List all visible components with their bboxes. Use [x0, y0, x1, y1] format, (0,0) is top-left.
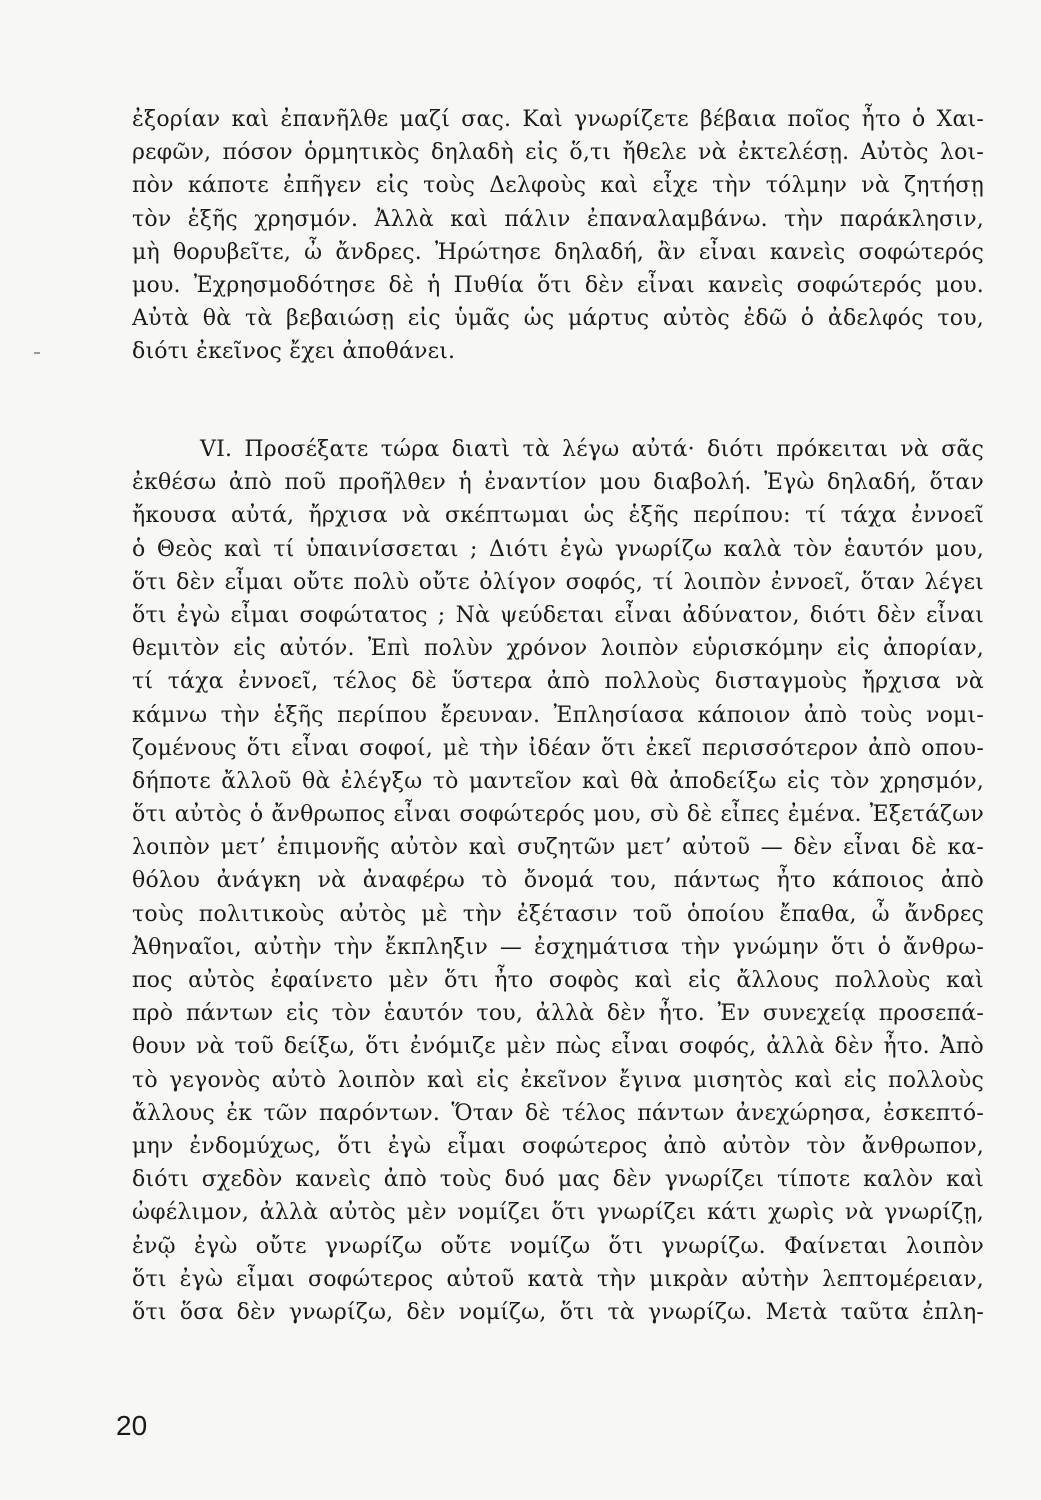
text-line: ὅτι ἐγὼ εἶμαι σοφώτατος ; Νὰ ψεύδεται εἶναι ἀδύνατον, διότι δὲν εἶναι [132, 602, 984, 628]
text-line: θουν νὰ τοῦ δείξω, ὅτι ἐνόμιζε μὲν πὼς εἶναι σοφός, ἀλλὰ δὲν ἦτο. Ἀπὸ [132, 1034, 984, 1060]
text-line: διότι σχεδὸν κανεὶς ἀπὸ τοὺς δυό μας δὲν γνωρίζει τίποτε καλὸν καὶ [132, 1167, 984, 1193]
text-line: ζομένους ὅτι εἶναι σοφοί, μὲ τὴν ἰδέαν ὅτι ἐκεῖ περισσότερον ἀπὸ οπου- [132, 735, 984, 761]
text-line: μου. Ἐχρησμοδότησε δὲ ἡ Πυθία ὅτι δὲν εἶναι κανεὶς σοφώτερός μου. [132, 272, 984, 298]
text-line: ἄλλους ἐκ τῶν παρόντων. Ὅταν δὲ τέλος πάντων ἀνεχώρησα, ἐσκεπτό- [132, 1100, 984, 1126]
text-line: κάμνω τὴν ἑξῆς περίπου ἔρευναν. Ἐπλησίασα κάποιον ἀπὸ τοὺς νομι- [132, 702, 984, 728]
text-line: ὅτι ὅσα δὲν γνωρίζω, δὲν νομίζω, ὅτι τὰ γνωρίζω. Μετὰ ταῦτα ἐπλη- [132, 1299, 984, 1325]
text-line: ἐκθέσω ἀπὸ ποῦ προῆλθεν ἡ ἐναντίον μου διαβολή. Ἐγὼ δηλαδή, ὅταν [132, 470, 984, 496]
text-line: ἐξορίαν καὶ ἐπανῆλθε μαζί σας. Καὶ γνωρίζετε βέβαια ποῖος ἦτο ὁ Χαι- [132, 107, 984, 132]
text-line: θεμιτὸν εἰς αὐτόν. Ἐπὶ πολὺν χρόνον λοιπὸν εὑρισκόμην εἰς ἀπορίαν, [132, 636, 984, 662]
text-line: ὁ Θεὸς καὶ τί ὑπαινίσσεται ; Διότι ἐγὼ γνωρίζω καλὰ τὸν ἑαυτόν μου, [132, 536, 984, 562]
page-number: 20 [116, 1410, 148, 1441]
section-heading-line: VI. Προσέξατε τώρα διατὶ τὰ λέγω αὐτά· διότι πρόκειται νὰ σᾶς [200, 437, 984, 462]
text-line: τοὺς πολιτικοὺς αὐτὸς μὲ τὴν ἐξέτασιν τοῦ ὁποίου ἔπαθα, ὦ ἄνδρες [132, 901, 984, 927]
text-line: ὅτι ἐγὼ εἶμαι σοφώτερος αὐτοῦ κατὰ τὴν μικρὰν αὐτὴν λεπτομέρειαν, [132, 1266, 984, 1292]
text-line: ἤκουσα αὐτά, ἤρχισα νὰ σκέπτωμαι ὡς ἑξῆς περίπου: τί τάχα ἐννοεῖ [132, 503, 984, 529]
text-line: θόλου ἀνάγκη νὰ ἀναφέρω τὸ ὄνομά του, πάντως ἦτο κάποιος ἀπὸ [132, 868, 984, 894]
text-line: ἐνῷ ἐγὼ οὔτε γνωρίζω οὔτε νομίζω ὅτι γνωρίζω. Φαίνεται λοιπὸν [132, 1233, 984, 1259]
text-line: λοιπὸν μετ’ ἐπιμονῆς αὐτὸν καὶ συζητῶν μετ’ αὐτοῦ — δὲν εἶναι δὲ κα- [132, 835, 984, 861]
text-line: τὸ γεγονὸς αὐτὸ λοιπὸν καὶ εἰς ἐκεῖνον ἔγινα μισητὸς καὶ εἰς πολλοὺς [132, 1067, 984, 1093]
text-line: μὴ θορυβεῖτε, ὦ ἄνδρες. Ἠρώτησε δηλαδή, ἂν εἶναι κανεὶς σοφώτερός [132, 239, 984, 265]
text-line: τί τάχα ἐννοεῖ, τέλος δὲ ὕστερα ἀπὸ πολλοὺς δισταγμοὺς ἤρχισα νὰ [132, 669, 984, 695]
text-line: πος αὐτὸς ἐφαίνετο μὲν ὅτι ἦτο σοφὸς καὶ εἰς ἄλλους πολλοὺς καὶ [132, 968, 984, 993]
text-line: ρεφῶν, πόσον ὁρμητικὸς δηλαδὴ εἰς ὅ,τι ἤθελε νὰ ἐκτελέσῃ. Αὐτὸς λοι- [132, 140, 984, 166]
text-line: Ἀθηναῖοι, αὐτὴν τὴν ἔκπληξιν — ἐσχημάτισα τὴν γνώμην ὅτι ὁ ἄνθρω- [132, 934, 984, 960]
text-line: ὅτι δὲν εἶμαι οὔτε πολὺ οὔτε ὀλίγον σοφός, τί λοιπὸν ἐννοεῖ, ὅταν λέγει [132, 569, 984, 595]
margin-mark [34, 352, 40, 354]
text-line: πὸν κάποτε ἐπῆγεν εἰς τοὺς Δελφοὺς καὶ εἶχε τὴν τόλμην νὰ ζητήσῃ [132, 173, 984, 199]
text-line: διότι ἐκεῖνος ἔχει ἀποθάνει. [132, 339, 456, 365]
text-line: μην ἐνδομύχως, ὅτι ἐγὼ εἶμαι σοφώτερος ἀπὸ αὐτὸν τὸν ἄνθρωπον, [132, 1133, 984, 1159]
text-line: πρὸ πάντων εἰς τὸν ἑαυτόν του, ἀλλὰ δὲν ἦτο. Ἐν συνεχείᾳ προσεπά- [132, 1001, 984, 1027]
text-line: ὅτι αὐτὸς ὁ ἄνθρωπος εἶναι σοφώτερός μου, σὺ δὲ εἶπες ἐμένα. Ἐξετάζων [132, 802, 984, 828]
paragraph-1 [132, 103, 984, 369]
text-line: Αὐτὰ θὰ τὰ βεβαιώσῃ εἰς ὑμᾶς ὡς μάρτυς αὐτὸς ἐδῶ ὁ ἀδελφός του, [132, 306, 984, 332]
text-line: δήποτε ἄλλοῦ θὰ ἐλέγξω τὸ μαντεῖον καὶ θὰ ἀποδείξω εἰς τὸν χρησμόν, [132, 768, 984, 794]
text-line: τὸν ἑξῆς χρησμόν. Ἀλλὰ καὶ πάλιν ἐπαναλαμβάνω. τὴν παράκλησιν, [132, 206, 984, 232]
text-line: ὠφέλιμον, ἀλλὰ αὐτὸς μὲν νομίζει ὅτι γνωρίζει κάτι χωρὶς νὰ γνωρίζῃ, [132, 1200, 984, 1226]
paragraph-2 [132, 433, 984, 1329]
